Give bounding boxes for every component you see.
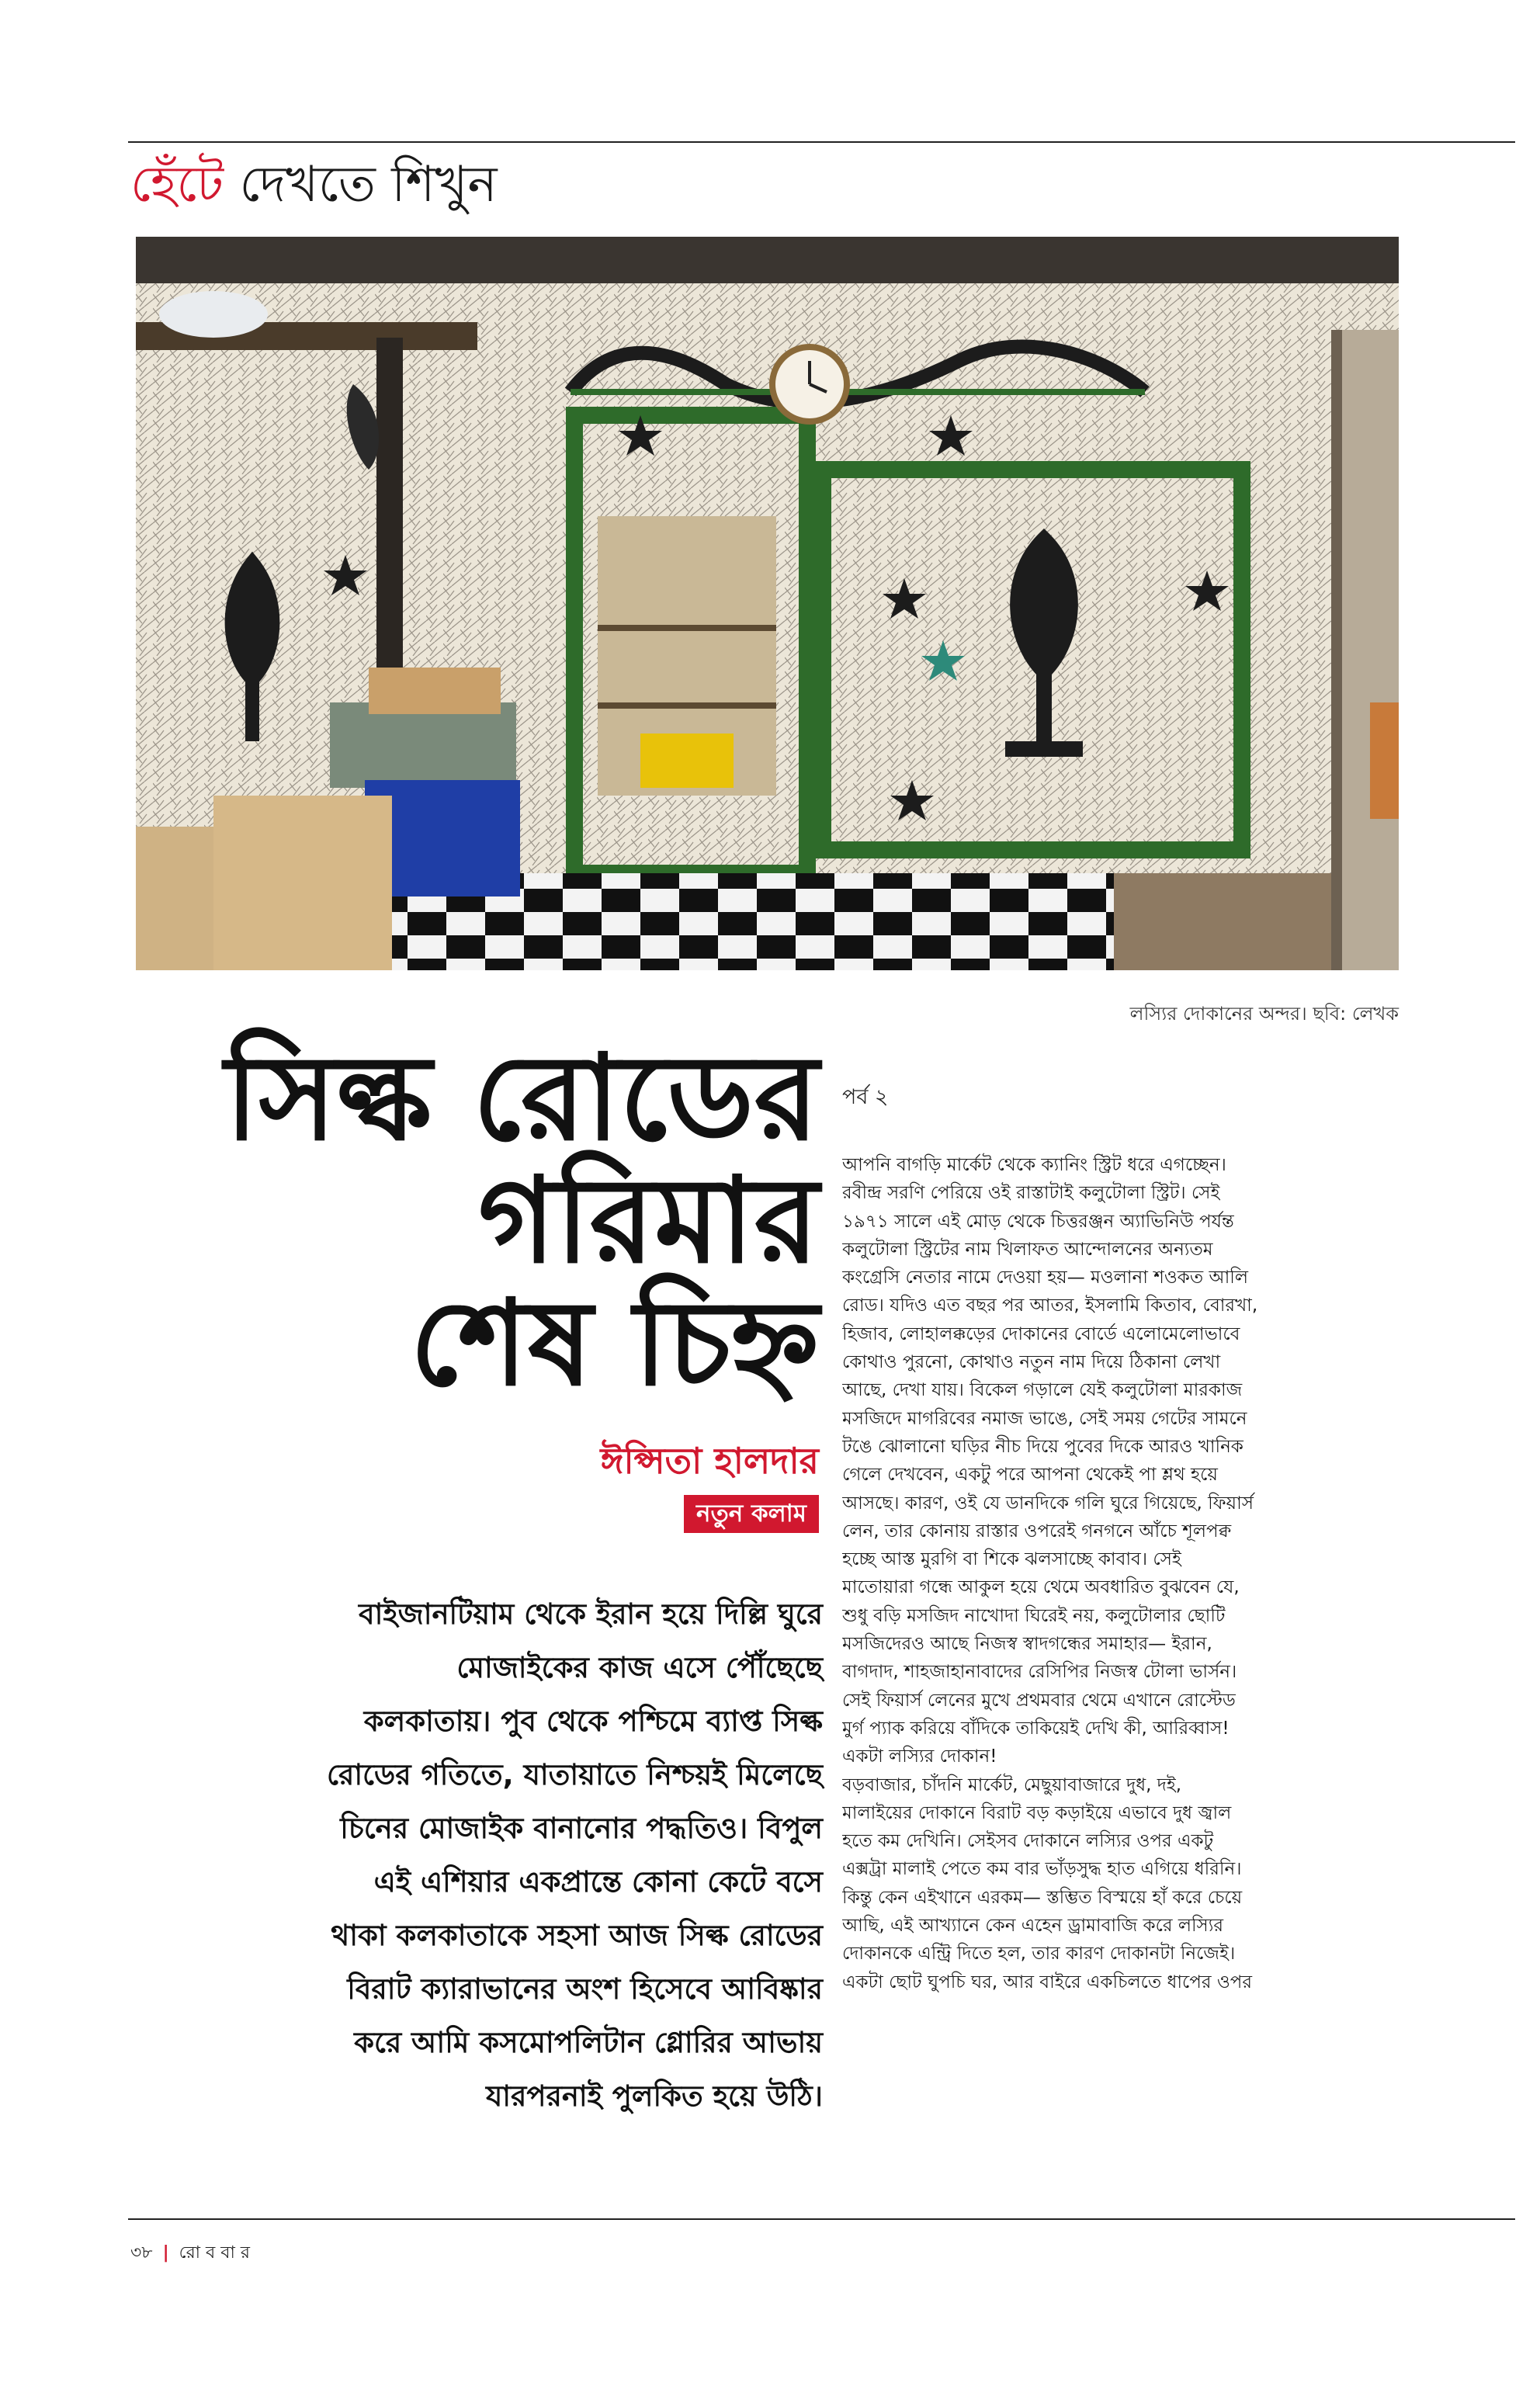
headline-line: শেষ চিহ্ন xyxy=(410,1273,819,1412)
body-line: একটা ছোট ঘুপচি ঘর, আর বাইরে একচিলতে ধাপের ওপর xyxy=(842,1972,1253,1992)
body-line: হচ্ছে আস্ত মুরগি বা শিকে ঝলসাচ্ছে কাবাব। সেই xyxy=(842,1549,1181,1570)
intro-paragraph xyxy=(132,1587,823,2123)
folio-separator: | xyxy=(162,2243,169,2263)
intro-line: মোজাইকের কাজ এসে পৌঁছেছে xyxy=(456,1651,823,1684)
body-line: দোকানকে এন্ট্রি দিতে হল, তার কারণ দোকানটা নিজেই। xyxy=(842,1944,1236,1965)
body-line: ১৯৭১ সালে এই মোড় থেকে চিত্তরঞ্জন অ্যাভিনিউ পর্যন্ত xyxy=(842,1211,1234,1232)
body-line: লেন, তার কোনায় রাস্তার ওপরেই গনগনে আঁচে শূলপক্ব xyxy=(842,1521,1232,1542)
column-title-rest: দেখতে শিখুন xyxy=(239,156,498,213)
body-line: রবীন্দ্র সরণি পেরিয়ে ওই রাস্তাটাই কলুটোলা স্ট্রিট। সেই xyxy=(842,1183,1220,1204)
column-title-accent: হেঁটে xyxy=(130,156,224,213)
intro-line: চিনের মোজাইক বানানোর পদ্ধতিও। বিপুল xyxy=(340,1812,823,1845)
headline-line: সিল্ক রোডের xyxy=(224,1028,819,1167)
body-line: টঙে ঝোলানো ঘড়ির নীচ দিয়ে পুবের দিকে আরও খানিক xyxy=(842,1436,1243,1457)
author-byline: ঈপ্সিতা হালদার xyxy=(600,1440,819,1482)
page-folio xyxy=(130,2239,250,2268)
body-line: কংগ্রেসি নেতার নামে দেওয়া হয়— মওলানা শওকত আলি xyxy=(842,1268,1248,1288)
body-line: রোড। যদিও এত বছর পর আতর, ইসলামি কিতাব, বোরখা, xyxy=(842,1295,1258,1316)
body-line: কিন্তু কেন এইখানে এরকম— স্তম্ভিত বিস্ময়ে হাঁ করে চেয়ে xyxy=(842,1887,1243,1908)
body-line: কলুটোলা স্ট্রিটের নাম খিলাফত আন্দোলনের অন্যতম xyxy=(842,1239,1213,1260)
body-line: আছি, এই আখ্যানে কেন এহেন ড্রামাবাজি করে লস্যির xyxy=(842,1916,1224,1937)
bottom-rule xyxy=(128,2218,1515,2220)
photo-caption: লস্যির দোকানের অন্দর। ছবি: লেখক xyxy=(1129,1003,1399,1025)
part-label: পর্ব ২ xyxy=(842,1085,889,1109)
headline-line: গরিমার xyxy=(478,1150,819,1289)
intro-line: এই এশিয়ার একপ্রান্তে কোনা কেটে বসে xyxy=(373,1865,823,1899)
body-line: বড়বাজার, চাঁদনি মার্কেট, মেছুয়াবাজারে দুধ, দই, xyxy=(842,1774,1182,1795)
intro-line: বাইজানটিয়াম থেকে ইরান হয়ে দিল্লি ঘুরে xyxy=(359,1597,823,1631)
intro-line: থাকা কলকাতাকে সহসা আজ সিল্ক রোডের xyxy=(331,1919,823,1952)
series-badge: নতুন কলাম xyxy=(684,1495,819,1533)
body-line: কোথাও পুরনো, কোথাও নতুন নাম দিয়ে ঠিকানা লেখা xyxy=(842,1352,1221,1373)
body-line: আসছে। কারণ, ওই যে ডানদিকে গলি ঘুরে গিয়েছে, ফিয়ার্স xyxy=(842,1493,1254,1514)
body-line: মালাইয়ের দোকানে বিরাট বড় কড়াইয়ে এভাবে দুধ জ্বাল xyxy=(842,1802,1232,1823)
publication-name: রো ব বা র xyxy=(179,2243,250,2263)
top-rule xyxy=(128,141,1515,143)
intro-line: কলকাতায়। পুব থেকে পশ্চিমে ব্যাপ্ত সিল্ক xyxy=(363,1705,823,1738)
body-line: শুধু বড়ি মসজিদ নাখোদা ঘিরেই নয়, কলুটোলার ছোটি xyxy=(842,1605,1226,1626)
mosaic-shop-photo xyxy=(136,237,1399,970)
intro-line: রোডের গতিতে, যাতায়াতে নিশ্চয়ই মিলেছে xyxy=(327,1758,823,1791)
body-line: বাগদাদ, শাহজাহানাবাদের রেসিপির নিজস্ব টোলা ভার্সন। xyxy=(842,1662,1237,1683)
intro-line: যারপরনাই পুলকিত হয়ে উঠি। xyxy=(485,2079,823,2113)
body-line: মসজিদে মাগরিবের নমাজ ভাঙে, সেই সময় গেটের সামনে xyxy=(842,1408,1247,1429)
body-line: গেলে দেখবেন, একটু পরে আপনা থেকেই পা শ্লথ হয়ে xyxy=(842,1465,1218,1486)
body-line: আছে, দেখা যায়। বিকেল গড়ালে যেই কলুটোলা মারকাজ xyxy=(842,1380,1243,1401)
intro-line: করে আমি কসমোপলিটান গ্লোরির আভায় xyxy=(354,2026,823,2059)
body-line: একটা লস্যির দোকান! xyxy=(842,1746,997,1767)
body-line: মাতোয়ারা গন্ধে আকুল হয়ে থেমে অবধারিত বুঝবেন যে, xyxy=(842,1577,1240,1598)
body-line: এক্সট্রা মালাই পেতে কম বার ভাঁড়সুদ্ধ হাত এগিয়ে ধরিনি। xyxy=(842,1859,1242,1880)
body-line: মসজিদেরও আছে নিজস্ব স্বাদগন্ধের সমাহার— ইরান, xyxy=(842,1634,1212,1655)
article-headline xyxy=(171,1028,819,1412)
body-line: হতে কম দেখিনি। সেইসব দোকানে লস্যির ওপর একটু xyxy=(842,1831,1214,1852)
column-title xyxy=(130,155,498,215)
intro-line: বিরাট ক্যারাভানের অংশ হিসেবে আবিষ্কার xyxy=(347,1972,823,2006)
body-line: হিজাব, লোহালক্কড়ের দোকানের বোর্ডে এলোমেলোভাবে xyxy=(842,1323,1240,1344)
article-photo xyxy=(136,237,1399,970)
body-line: মুর্গ প্যাক করিয়ে বাঁদিকে তাকিয়েই দেখি কী, আরিব্বাস! xyxy=(842,1718,1230,1739)
page-number: ৩৮ xyxy=(130,2243,153,2263)
body-text xyxy=(842,1151,1393,1996)
body-line: আপনি বাগড়ি মার্কেট থেকে ক্যানিং স্ট্রিট ধরে এগচ্ছেন। xyxy=(842,1155,1226,1175)
body-line: সেই ফিয়ার্স লেনের মুখে প্রথমবার থেমে এখানে রোস্টেড xyxy=(842,1690,1236,1711)
